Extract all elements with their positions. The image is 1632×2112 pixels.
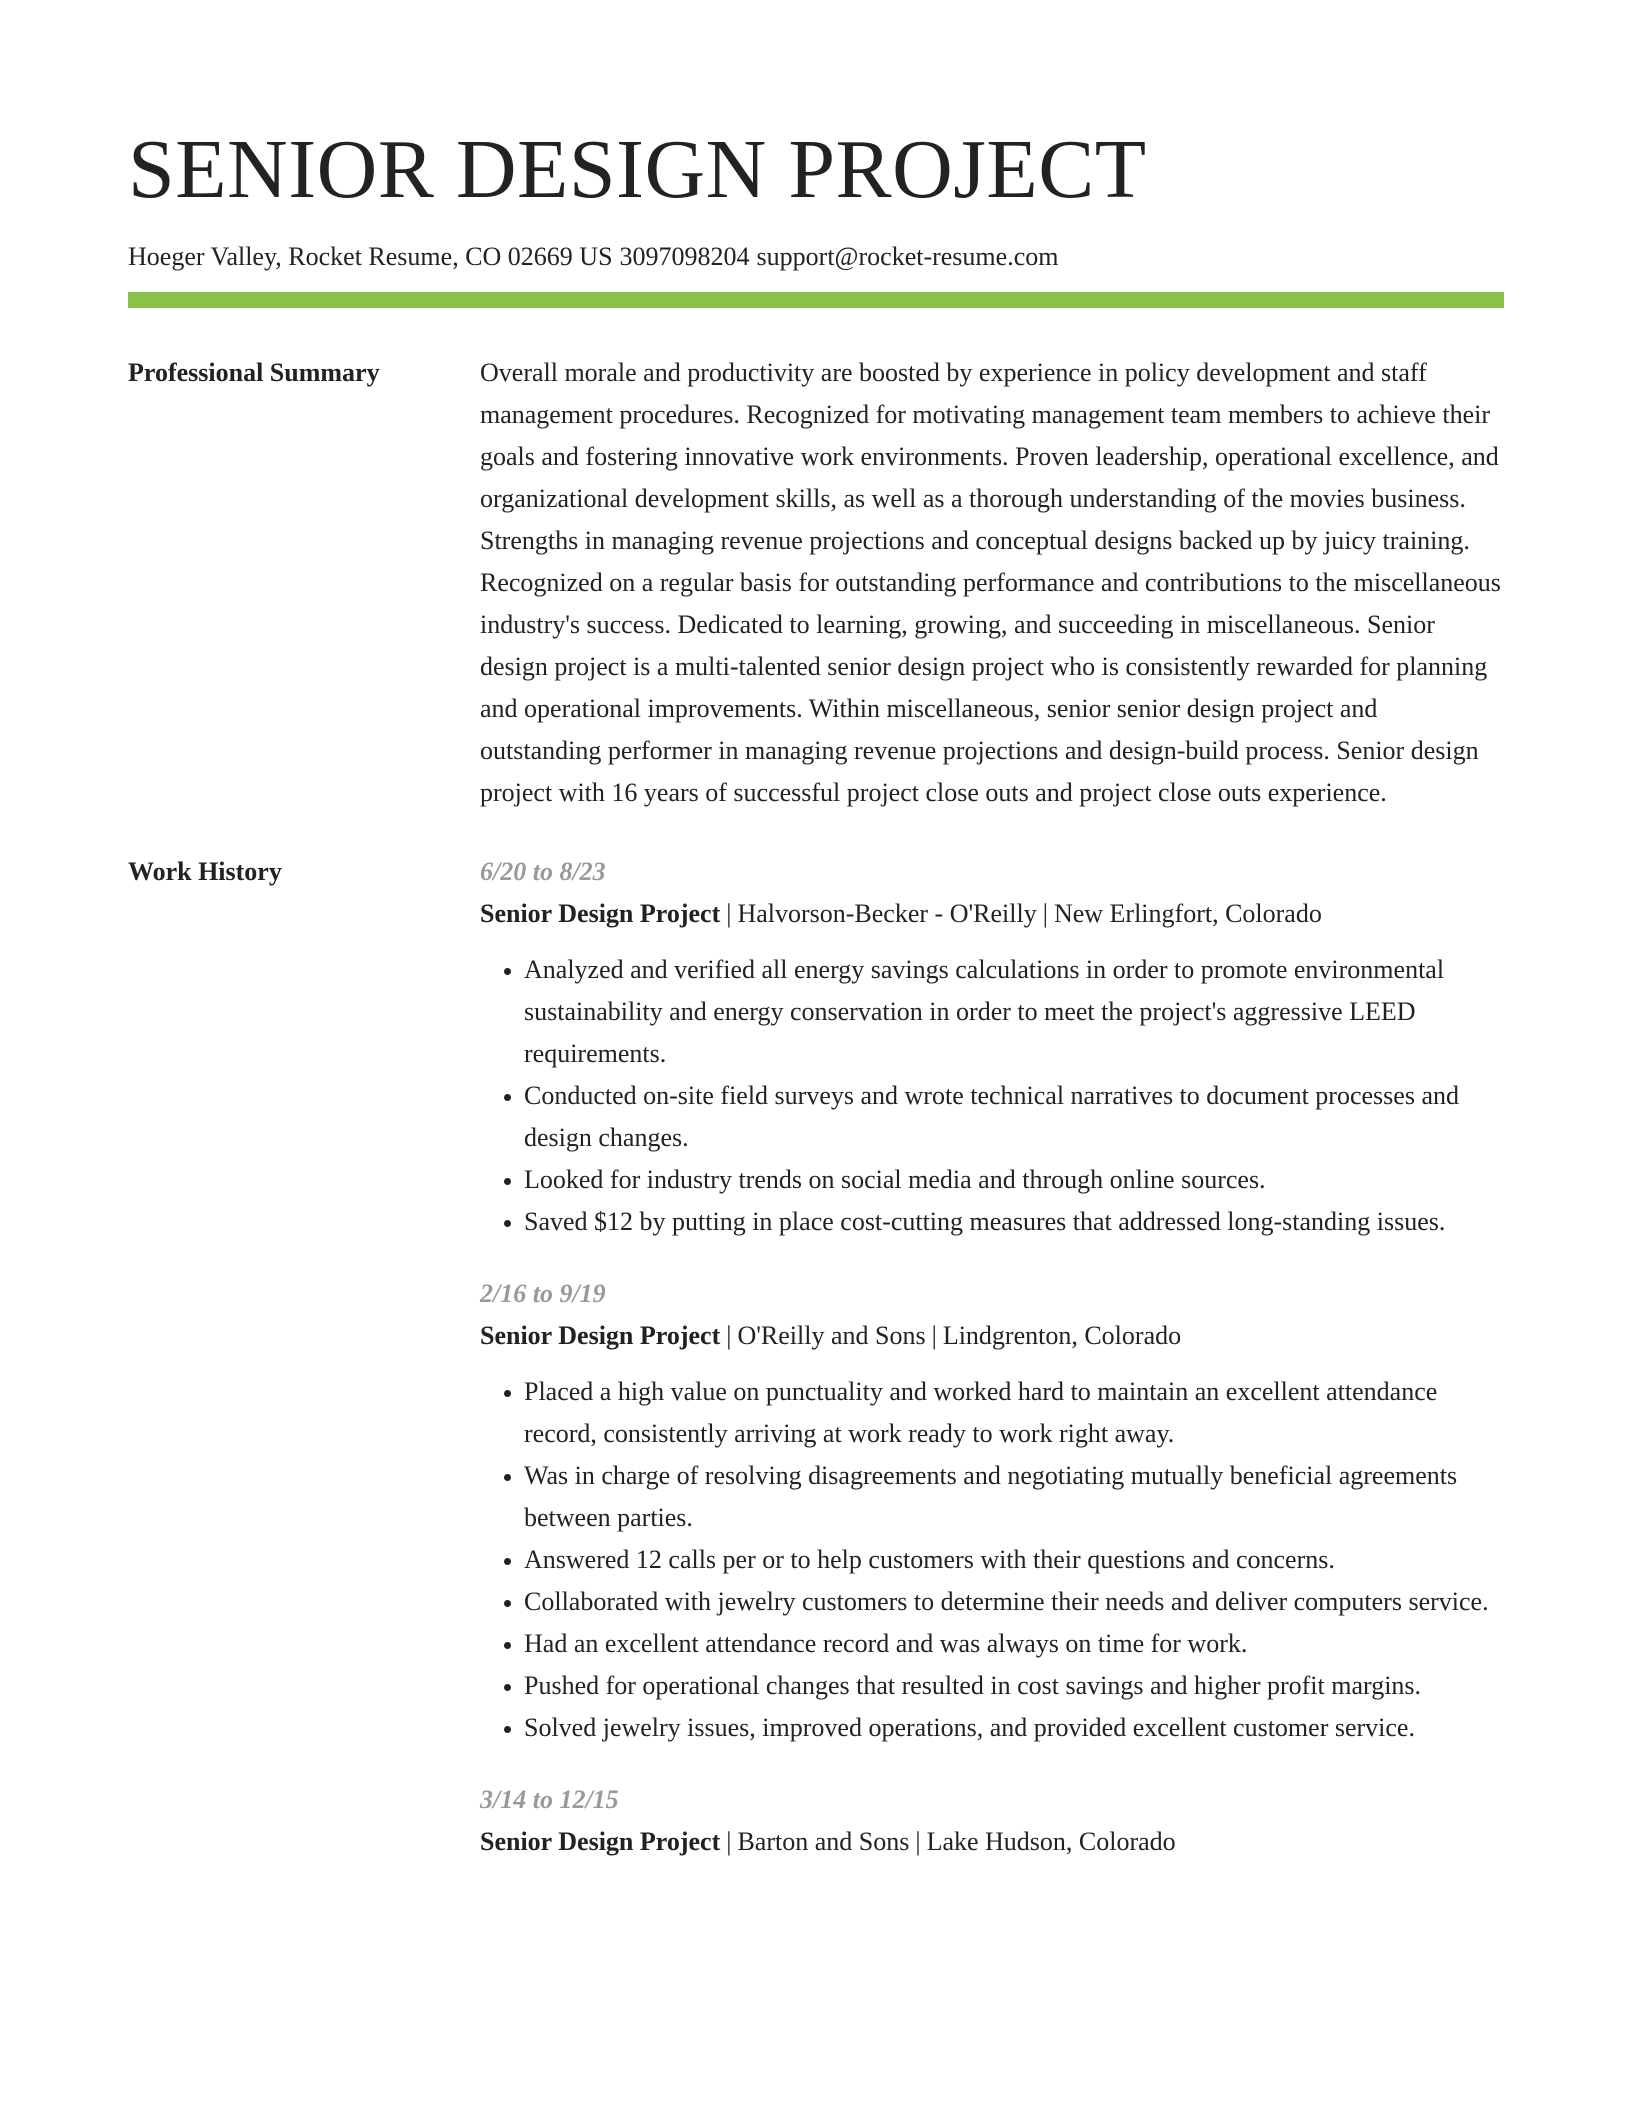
work-history-heading: Work History [128, 857, 282, 886]
job-title-line [480, 1315, 1504, 1357]
professional-summary-section [128, 352, 1504, 814]
job-company: O'Reilly and Sons [737, 1321, 926, 1350]
job-bullet: • Pushed for operational changes that resulted in cost savings and higher profit margins. [524, 1665, 1504, 1707]
job-location: New Erlingfort, Colorado [1053, 899, 1322, 928]
job-title: Senior Design Project [480, 1321, 721, 1350]
job-title-line [480, 1821, 1504, 1863]
job-bullet: • Collaborated with jewelry customers to determine their needs and deliver computers service. [524, 1581, 1504, 1623]
job-bullet-list [480, 1371, 1504, 1749]
job-bullet: • Conducted on-site field surveys and wrote technical narratives to document processes and design changes. [524, 1075, 1504, 1159]
professional-summary-text: Overall morale and productivity are boosted by experience in policy development and staff management procedures. Recognized for motivating management team members to achieve their goals and fostering innovative work environments. Proven leadership, operational excellence, and organizational development skills, as well as a thorough understanding of the movies business. Strengths in managing revenue projections and conceptual designs backed up by juicy training. Recognized on a regular basis for outstanding performance and contributions to the miscellaneous industry's success. Dedicated to learning, growing, and succeeding in miscellaneous. Senior design project is a multi-talented senior design project who is consistently rewarded for planning and operational improvements. Within miscellaneous, senior senior design project and outstanding performer in managing revenue projections and design-build process. Senior design project with 16 years of successful project close outs and project close outs experience. [480, 358, 1501, 807]
job-company: Halvorson-Becker - O'Reilly [737, 899, 1037, 928]
job-bullet: • Analyzed and verified all energy savings calculations in order to promote environmental sustainability and energy conservation in order to meet the project's aggressive LEED requirements. [524, 949, 1504, 1075]
job-location: Lindgrenton, Colorado [942, 1321, 1182, 1350]
job-bullet: • Placed a high value on punctuality and worked hard to maintain an excellent attendance record, consistently arriving at work ready to work right away. [524, 1371, 1504, 1455]
job-bullet: • Saved $12 by putting in place cost-cutting measures that addressed long-standing issues. [524, 1201, 1504, 1243]
job-dates: 3/14 to 12/15 [480, 1785, 619, 1814]
work-history-list [480, 851, 1504, 1863]
candidate-name: SENIOR DESIGN PROJECT [128, 123, 1147, 216]
job-location: Lake Hudson, Colorado [926, 1827, 1176, 1856]
job-bullet: • Answered 12 calls per or to help customers with their questions and concerns. [524, 1539, 1504, 1581]
job-bullet-list [480, 949, 1504, 1243]
job-bullet: • Was in charge of resolving disagreements and negotiating mutually beneficial agreements between parties. [524, 1455, 1504, 1539]
job-separator: | [915, 1827, 921, 1856]
professional-summary-body [480, 352, 1504, 814]
job-separator: | [931, 1321, 937, 1350]
job-title: Senior Design Project [480, 899, 721, 928]
contact-email: support@rocket-resume.com [756, 242, 1059, 271]
job-dates: 6/20 to 8/23 [480, 857, 606, 886]
contact-phone: 3097098204 [619, 242, 750, 271]
job-title: Senior Design Project [480, 1827, 721, 1856]
job-bullet: • Looked for industry trends on social media and through online sources. [524, 1159, 1504, 1201]
job-separator: | [726, 1827, 732, 1856]
job-separator: | [726, 1321, 732, 1350]
job-entry [480, 1273, 1504, 1749]
job-bullet: • Had an excellent attendance record and was always on time for work. [524, 1623, 1504, 1665]
header-divider [128, 292, 1504, 308]
contact-line [128, 240, 1504, 274]
job-entry [480, 1779, 1504, 1863]
job-title-line [480, 893, 1504, 935]
job-bullet: • Solved jewelry issues, improved operations, and provided excellent customer service. [524, 1707, 1504, 1749]
resume-page [128, 0, 1504, 1863]
professional-summary-heading: Professional Summary [128, 358, 380, 387]
work-history-section [128, 851, 1504, 1863]
job-dates: 2/16 to 9/19 [480, 1279, 606, 1308]
contact-address: Hoeger Valley, Rocket Resume, CO 02669 US [128, 242, 613, 271]
job-separator: | [726, 899, 732, 928]
job-entry [480, 851, 1504, 1243]
job-separator: | [1042, 899, 1048, 928]
job-company: Barton and Sons [737, 1827, 910, 1856]
